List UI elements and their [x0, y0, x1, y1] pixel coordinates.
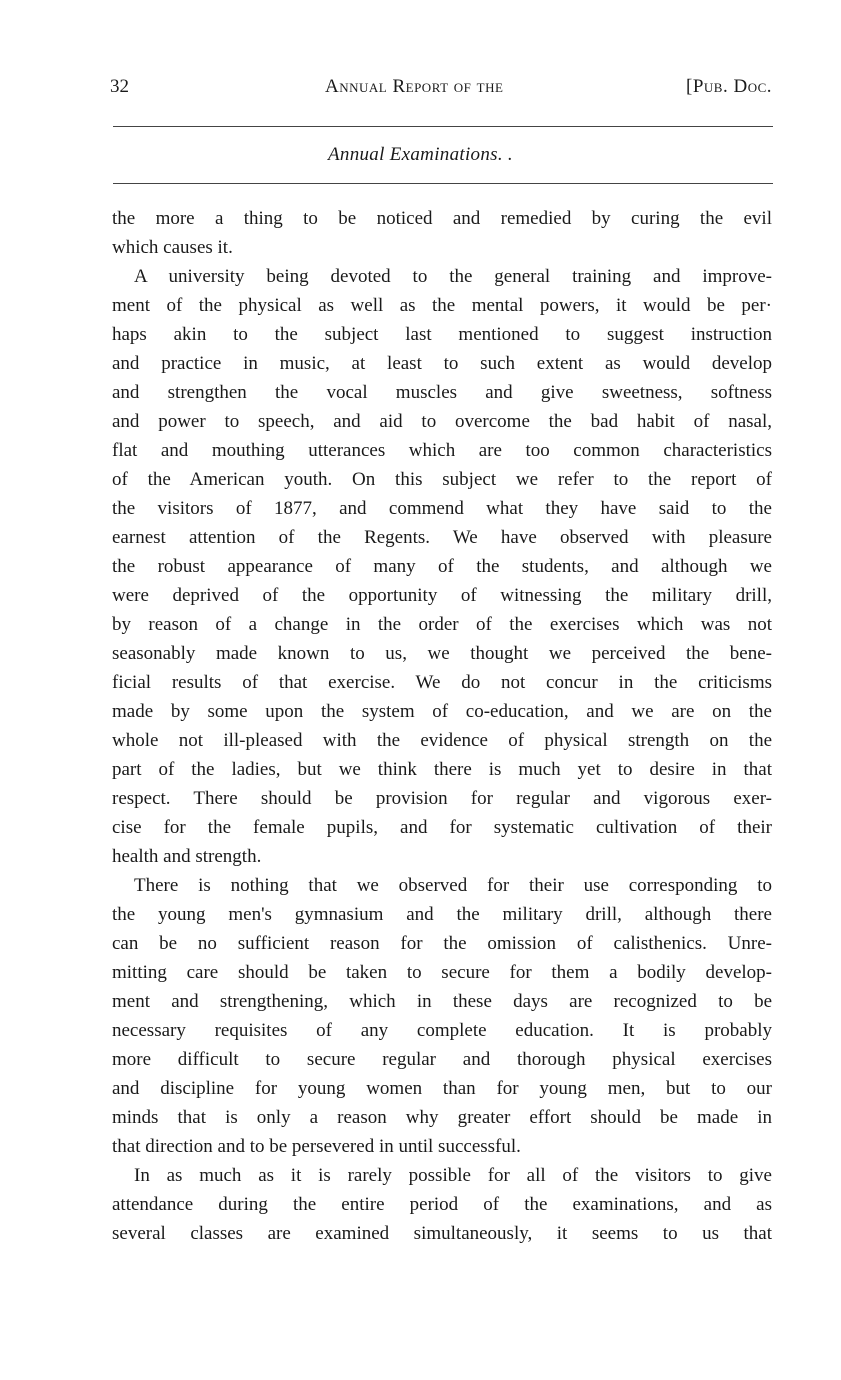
text-line: the robust appearance of many of the students, and although we	[112, 556, 772, 577]
text-line: and power to speech, and aid to overcome the bad habit of nasal,	[112, 411, 772, 432]
section-title: Annual Examinations. .	[328, 144, 513, 165]
text-line: respect. There should be provision for regular and vigorous exer-	[112, 788, 772, 809]
running-title: Annual Report of the	[325, 76, 504, 97]
text-line: were deprived of the opportunity of witnessing the military drill,	[112, 585, 772, 606]
text-line: the more a thing to be noticed and remedied by curing the evil	[112, 208, 772, 229]
text-line: A university being devoted to the general training and improve-	[134, 266, 772, 287]
header-rule-bottom	[113, 183, 773, 184]
text-line: made by some upon the system of co-education, and we are on the	[112, 701, 772, 722]
header-rule-top	[113, 126, 773, 127]
text-line: ment of the physical as well as the mental powers, it would be per·	[112, 295, 772, 316]
body-text	[112, 204, 772, 1248]
text-line: more difficult to secure regular and thorough physical exercises	[112, 1049, 772, 1070]
text-line: and discipline for young women than for young men, but to our	[112, 1078, 772, 1099]
text-line: by reason of a change in the order of the exercises which was not	[112, 614, 772, 635]
text-line: and practice in music, at least to such extent as would develop	[112, 353, 772, 374]
text-line: There is nothing that we observed for their use corresponding to	[134, 875, 772, 896]
text-line: that direction and to be persevered in until successful.	[112, 1136, 521, 1157]
text-line: attendance during the entire period of the examinations, and as	[112, 1194, 772, 1215]
text-line: several classes are examined simultaneously, it seems to us that	[112, 1223, 772, 1244]
text-line: minds that is only a reason why greater effort should be made in	[112, 1107, 772, 1128]
text-line: which causes it.	[112, 237, 233, 258]
document-type-label: [Pub. Doc.	[686, 76, 772, 97]
text-line: of the American youth. On this subject we refer to the report of	[112, 469, 772, 490]
text-line: seasonably made known to us, we thought we perceived the bene-	[112, 643, 772, 664]
text-line: and strengthen the vocal muscles and give sweetness, softness	[112, 382, 772, 403]
text-line: mitting care should be taken to secure for them a bodily develop-	[112, 962, 772, 983]
text-line: the visitors of 1877, and commend what they have said to the	[112, 498, 772, 519]
text-line: ment and strengthening, which in these days are recognized to be	[112, 991, 772, 1012]
text-line: haps akin to the subject last mentioned to suggest instruction	[112, 324, 772, 345]
text-line: flat and mouthing utterances which are too common characteristics	[112, 440, 772, 461]
text-line: part of the ladies, but we think there is much yet to desire in that	[112, 759, 772, 780]
text-line: cise for the female pupils, and for systematic cultivation of their	[112, 817, 772, 838]
text-line: necessary requisites of any complete education. It is probably	[112, 1020, 772, 1041]
text-line: can be no sufficient reason for the omission of calisthenics. Unre-	[112, 933, 772, 954]
page-number: 32	[110, 76, 129, 97]
text-line: health and strength.	[112, 846, 262, 867]
text-line: earnest attention of the Regents. We have observed with pleasure	[112, 527, 772, 548]
text-line: whole not ill-pleased with the evidence of physical strength on the	[112, 730, 772, 751]
text-line: In as much as it is rarely possible for all of the visitors to give	[134, 1165, 772, 1186]
text-line: the young men's gymnasium and the military drill, although there	[112, 904, 772, 925]
page-header	[110, 76, 772, 102]
text-line: ficial results of that exercise. We do not concur in the criticisms	[112, 672, 772, 693]
